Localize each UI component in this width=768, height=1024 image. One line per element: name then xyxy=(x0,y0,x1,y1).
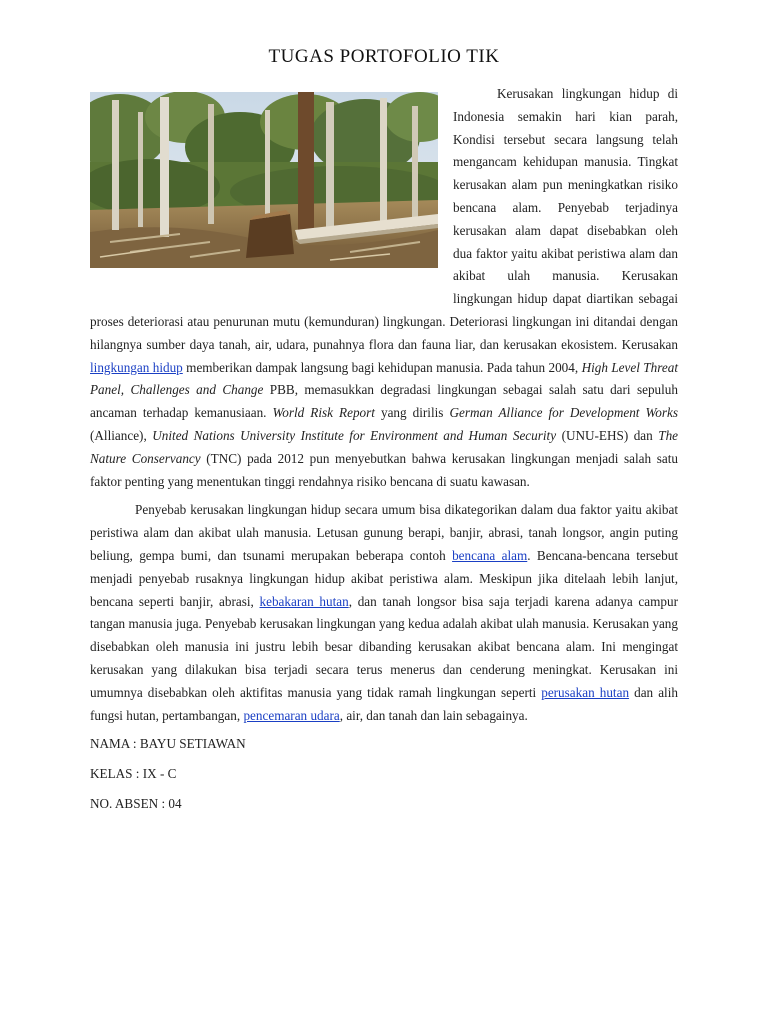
student-name: NAMA : BAYU SETIAWAN xyxy=(90,736,246,752)
link-lingkungan-hidup[interactable]: lingkungan hidup xyxy=(90,359,183,375)
student-absen-number: NO. ABSEN : 04 xyxy=(90,795,182,811)
paragraph-2: Penyebab kerusakan lingkungan hidup secara umum bisa dikategorikan dalam dua faktor yaitu akibat peristiwa alam dan akibat ulah manusia. Letusan gunung berapi, banjir, abrasi, tanah longsor, angin puting beliung, gempa bumi, dan tsunami merupakan beberapa contoh bencana alam. Bencana-bencana tersebut menjadi penyebab rusaknya lingkungan hidup akibat peristiwa alam. Meskipun jika ditelaah lebih lanjut, bencana seperti banjir, abrasi, kebakaran hutan, dan tanah longsor bisa saja terjadi karena adanya campur tangan manusia juga. Penyebab kerusakan lingkungan yang kedua adalah akibat ulah manusia. Kerusakan yang disebabkan oleh manusia ini justru lebih besar dibanding kerusakan akibat bencana alam. Ini mengingat kerusakan yang dilakukan bisa terjadi secara terus menerus dan cenderung meningkat. Kerusakan ini umumnya disebabkan oleh aktifitas manusia yang tidak ramah lingkungan seperti perusakan hutan dan alih fungsi hutan, pertambangan, pencemaran udara, air, dan tanah dan lain sebagainya. xyxy=(90,502,678,723)
page-title: TUGAS PORTOFOLIO TIK xyxy=(268,46,500,67)
student-class: KELAS : IX - C xyxy=(90,766,177,782)
paragraph-1: Kerusakan lingkungan hidup di Indonesia semakin hari kian parah, Kondisi tersebut secara langsung telah mengancam kehidupan manusia. Tingkat kerusakan alam pun meningkatkan risiko bencana alam. Penyebab terjadinya kerusakan alam dapat disebabkan oleh dua faktor yaitu akibat peristiwa alam dan akibat ulah manusia. Kerusakan lingkungan hidup dapat diartikan sebagai proses deteriorasi atau penurunan mutu (kemunduran) lingkungan. Deteriorasi lingkungan ini ditandai dengan hilangnya sumber daya tanah, air, udara, punahnya flora dan fauna liar, dan kerusakan ekosistem. Kerusakan lingkungan hidup memberikan dampak langsung bagi kehidupan manusia. Pada tahun 2004, High Level Threat Panel, Challenges and Change PBB, memasukkan degradasi lingkungan sebagai salah satu dari sepuluh ancaman terhadap kemanusiaan. World Risk Report yang dirilis German Alliance for Development Works (Alliance), United Nations University Institute for Environment and Human Security (UNU-EHS) dan The Nature Conservancy (TNC) pada 2012 pun menyebutkan bahwa kerusakan lingkungan menjadi salah satu faktor penting yang menentukan tinggi rendahnya risiko bencana di suatu kawasan. xyxy=(90,86,679,489)
link-perusakan-hutan[interactable]: perusakan hutan xyxy=(541,684,630,700)
article-body xyxy=(90,83,678,816)
link-kebakaran-hutan[interactable]: kebakaran hutan xyxy=(259,593,349,609)
link-pencemaran-udara[interactable]: pencemaran udara xyxy=(243,707,340,723)
link-bencana-alam[interactable]: bencana alam xyxy=(452,547,528,563)
